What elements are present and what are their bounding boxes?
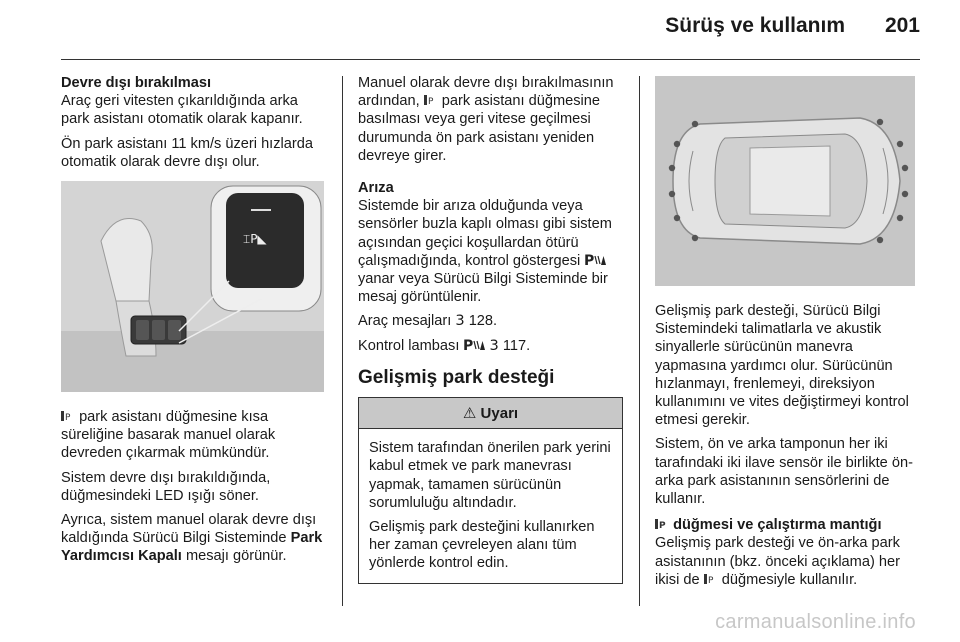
paragraph — [655, 534, 923, 589]
column-divider-1 — [342, 76, 343, 606]
header-rule — [61, 59, 920, 60]
warning-body — [359, 429, 622, 582]
warning-header — [359, 398, 622, 429]
svg-text:P: P — [584, 252, 595, 267]
svg-text:P: P — [463, 337, 474, 352]
svg-text:P: P — [659, 521, 666, 531]
page-number: 201 — [884, 14, 920, 37]
svg-text:P: P — [707, 575, 714, 585]
column-1 — [61, 74, 329, 572]
paragraph-text: park asistanı düğmesine basılması veya geri vitese geçilmesi durumunda ön park asistanı yeniden devreye girer. — [358, 93, 600, 164]
section-heading-deactivation: Devre dışı bırakılması — [61, 75, 212, 91]
svg-text:P: P — [65, 413, 71, 423]
column-2 — [358, 74, 623, 584]
park-assist-icon — [424, 94, 438, 106]
reference-page: 117. — [502, 337, 531, 354]
paragraph: Araç geri vitesten çıkarıldığında arka park asistanı otomatik olarak kapanır. — [61, 93, 303, 128]
paragraph-text: düğmesiyle kullanılır. — [721, 571, 858, 588]
column-divider-2 — [639, 76, 640, 606]
park-assist-icon — [61, 410, 75, 422]
paragraph-text: yanar veya Sürücü Bilgi Sisteminde bir mesaj görüntülenir. — [358, 271, 608, 306]
reference — [358, 312, 623, 330]
park-warning-lamp-icon — [463, 337, 485, 352]
watermark: carmanualsonline.info — [715, 611, 916, 633]
paragraph-text: Gelişmiş park desteği ve ön-arka park asistanının (bkz. önceki açıklama) her ikisi de — [655, 535, 900, 588]
park-warning-lamp-icon — [584, 252, 606, 267]
svg-text:P: P — [427, 97, 434, 107]
fault-heading: Arıza — [358, 180, 394, 197]
paragraph-text: Ayrıca, sistem manuel olarak devre dışı kaldığında Sürücü Bilgi Sisteminde — [61, 512, 317, 547]
column-3 — [655, 74, 923, 595]
paragraph: Sistem devre dışı bırakıldığında, düğmesindeki LED ışığı söner. — [61, 469, 271, 504]
console-drawing — [61, 181, 324, 392]
reference-arrow-icon: 3 — [455, 312, 465, 330]
park-assist-icon — [704, 573, 718, 585]
header-title: Sürüş ve kullanım — [665, 14, 845, 37]
paragraph — [358, 74, 623, 165]
reference-text: Kontrol lambası — [358, 337, 460, 354]
paragraph: Gelişmiş park desteği, Sürücü Bilgi Sistemindeki talimatlarla ve akustik sinyallerle sürücünün manevra yapmasına yardımcı olur. Sürücünün hızlanmayı, frenlemeyi, direksiyon kullanımını ve vites değiştirmeyi kontrol etmesi gerekir. — [655, 303, 909, 429]
warning-box — [358, 397, 623, 584]
warning-text: Gelişmiş park desteğini kullanırken her zaman çevreleyen alanı tüm yönlerde kontrol edin. — [369, 519, 595, 572]
paragraph: Ön park asistanı 11 km/s üzeri hızlarda otomatik olarak devre dışı olur. — [61, 135, 313, 170]
reference-arrow-icon: 3 — [489, 336, 499, 354]
paragraph-text: mesajı görünür. — [185, 548, 287, 565]
subheading-button-logic — [655, 516, 923, 534]
paragraph — [358, 197, 623, 306]
warning-title: Uyarı — [480, 405, 519, 423]
park-button-illustration — [61, 181, 324, 392]
paragraph-text: Sistemde bir arıza olduğunda veya sensörler buzla kaplı olması gibi sistem açısından geçici koşullardan ötürü çalışmadığında, kontrol göstergesi — [358, 198, 612, 269]
park-assist-icon — [655, 518, 669, 530]
paragraph: Sistem, ön ve arka tamponun her iki tarafındaki iki ilave sensör ile birlikte ön-arka park asistanının sensörlerini de kullanır. — [655, 436, 913, 508]
paragraph-text: Manuel olarak devre dışı bırakılmasının ardından, — [358, 75, 614, 110]
section-heading-advanced-park-assist: Gelişmiş park desteği — [358, 366, 555, 388]
reference-page: 128. — [468, 313, 498, 330]
warning-text: Sistem tarafından önerilen park yerini kabul etmek ve park manevrası yapmak, tamamen sürücünün sorumluluğu altındadır. — [369, 440, 611, 511]
message-name: Park Yardımcısı Kapalı — [61, 530, 323, 565]
car-sensor-diagram — [655, 76, 915, 286]
paragraph — [61, 511, 329, 566]
reference-text: Araç mesajları — [358, 313, 452, 330]
reference — [358, 337, 623, 355]
svg-text:⌶P◣: ⌶P◣ — [243, 232, 267, 247]
subheading-text: düğmesi ve çalıştırma mantığı — [673, 517, 882, 534]
paragraph — [61, 408, 329, 463]
warning-triangle-icon: ⚠ — [462, 404, 477, 423]
car-top-view-drawing — [655, 76, 915, 286]
paragraph-text: park asistanı düğmesine kısa süreliğine basarak manuel olarak devreden çıkarmak mümkündür. — [61, 409, 276, 462]
